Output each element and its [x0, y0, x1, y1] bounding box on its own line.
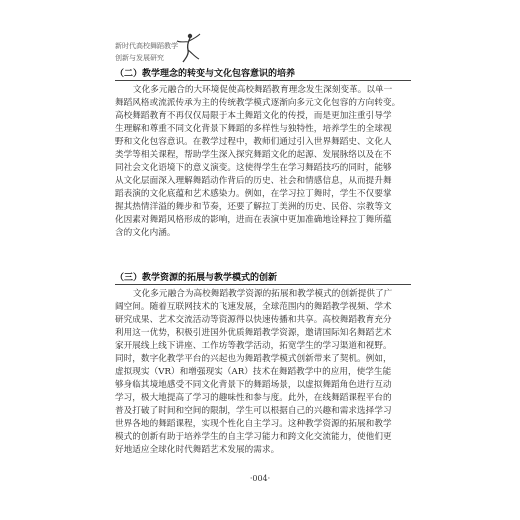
section-heading-resources: （三）教学资源的拓展与教学模式的创新	[115, 273, 278, 283]
paragraph-line: 舞蹈风格或流派传承为主的传统教学模式逐渐向多元文化包容的方向转变。	[115, 98, 401, 108]
paragraph-line: 模式的创新有助于培养学生的自主学习能力和跨文化交流能力，使他们更	[115, 432, 392, 442]
paragraph-line: 文化多元融合为高校舞蹈教学资源的拓展和教学模式的创新提供了广	[133, 289, 393, 299]
paragraph-line: 文化多元融合的大环境促使高校舞蹈教育理念发生深刻变革。以单一	[133, 85, 393, 95]
paragraph-line: 利用这一优势，积极引进国外优质舞蹈教学资源，邀请国际知名舞蹈艺术	[115, 328, 392, 338]
paragraph-line: 类学等相关课程，帮助学生深入探究舞蹈文化的起源、发展脉络以及在不	[115, 150, 392, 160]
section-rule	[115, 284, 411, 285]
paragraph-line: 高校舞蹈教育不再仅仅局限于本土舞蹈文化的传授，而是更加注重引导学	[115, 111, 392, 121]
paragraph-line: 蹈表演的文化底蕴和艺术感染力。例如，在学习拉丁舞时，学生不仅要掌	[115, 189, 392, 199]
paragraph-line: 从文化层面深入理解舞蹈动作背后的历史、社会和情感信息，从而提升舞	[115, 176, 392, 186]
paragraph-line: 家开展线上线下讲座、工作坊等教学活动，拓宽学生的学习渠道和视野。	[115, 341, 392, 351]
paragraph-line: 野和文化包容意识。在教学过程中，教师们通过引入世界舞蹈史、文化人	[115, 137, 392, 147]
paragraph-line: 学习，极大地提高了学习的趣味性和参与度。此外，在线舞蹈课程平台的	[115, 393, 392, 403]
paragraph-line: 同时，数字化教学平台的兴起也为舞蹈教学模式创新带来了契机。例如，	[115, 354, 392, 364]
paragraph-line: 世界各地的舞蹈课程，实现个性化自主学习。这种教学资源的拓展和教学	[115, 419, 392, 429]
paragraph-line: 化因素对舞蹈风格形成的影响，进而在表演中更加准确地诠释拉丁舞所蕴	[115, 215, 392, 225]
section-heading-concepts: （二）教学理念的转变与文化包容意识的培养	[115, 69, 296, 79]
paragraph-line: 够身临其境地感受不同文化背景下的舞蹈场景，以虚拟舞蹈角色进行互动	[115, 380, 392, 390]
page-number: ·004·	[249, 474, 271, 483]
paragraph-line: 含的文化内涵。	[115, 228, 176, 238]
section-rule	[115, 80, 411, 81]
book-title-line-2: 创新与发展研究	[115, 54, 164, 62]
paragraph-line: 好地适应全球化时代舞蹈艺术发展的需求。	[115, 445, 280, 455]
book-page	[109, 0, 411, 520]
paragraph-line: 普及打破了时间和空间的限制，学生可以根据自己的兴趣和需求选择学习	[115, 406, 392, 416]
paragraph-line: 阔空间。随着互联网技术的飞速发展，全球范围内的舞蹈教学视频、学术	[115, 302, 392, 312]
paragraph-line: 虚拟现实（VR）和增强现实（AR）技术在舞蹈教学中的应用，使学生能	[115, 367, 392, 377]
running-head	[115, 40, 178, 64]
paragraph-line: 握其热情洋溢的舞步和节奏，还要了解拉丁美洲的历史、民俗、宗教等文	[115, 202, 392, 212]
dancer-icon	[175, 32, 201, 64]
paragraph-line: 同社会文化语境下的意义演变。这使得学生在学习舞蹈技巧的同时，能够	[115, 163, 392, 173]
paragraph-line: 生理解和尊重不同文化背景下舞蹈的多样性与独特性，培养学生的全球视	[115, 124, 392, 134]
paragraph-line: 研究成果、艺术交流活动等资源得以快速传播和共享。高校舞蹈教育充分	[115, 315, 392, 325]
book-title-line-1: 新时代高校舞蹈教学	[115, 42, 178, 50]
